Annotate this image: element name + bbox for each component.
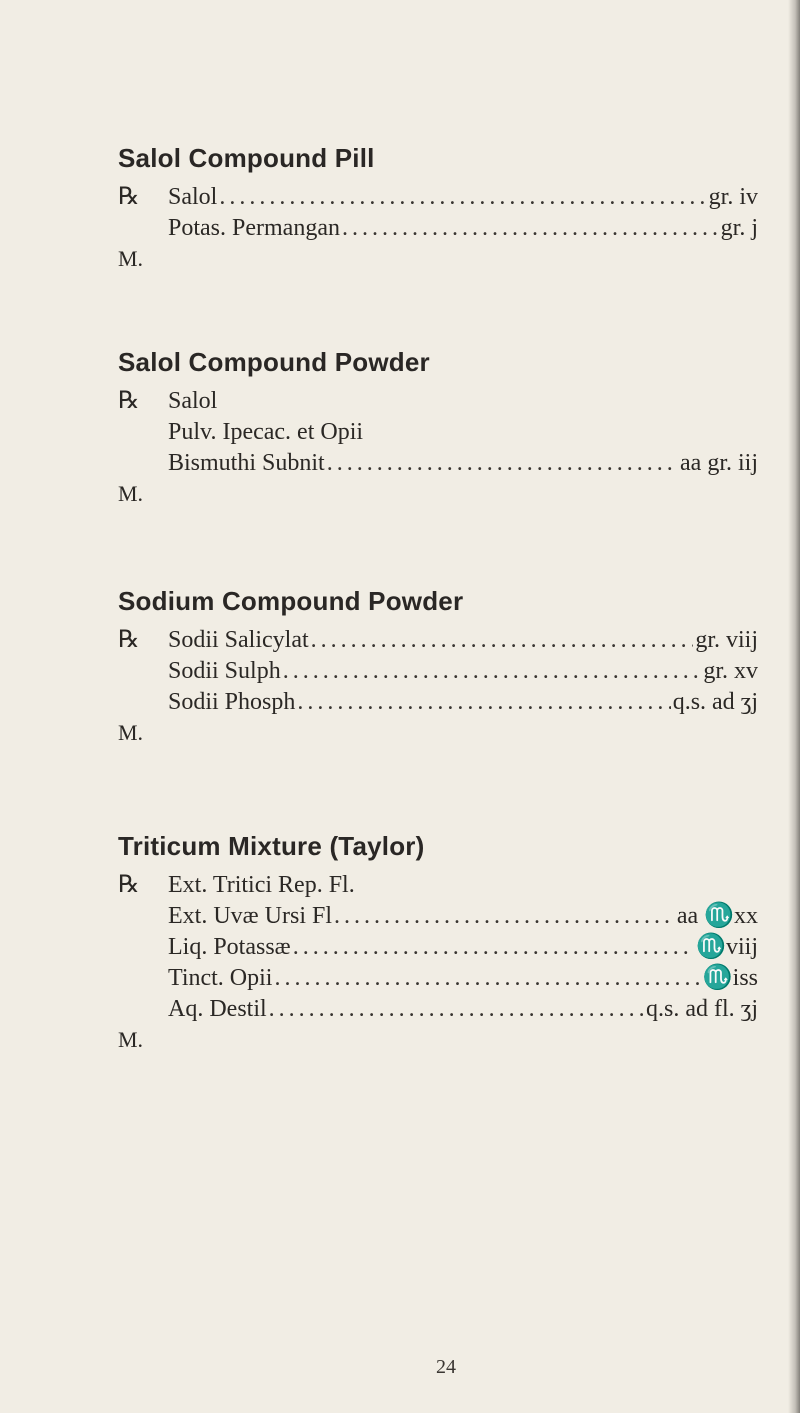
ingredient-name: Pulv. Ipecac. et Opii — [168, 419, 364, 445]
recipe-line — [118, 386, 758, 417]
recipe-line — [118, 625, 758, 656]
page-content — [118, 140, 758, 1055]
dot-leader — [297, 687, 670, 718]
recipe-line — [118, 213, 758, 244]
ingredient-name: Aq. Destil — [168, 996, 267, 1022]
recipe-title: Salol Compound Pill — [118, 143, 375, 173]
ingredient-name: Liq. Potassæ — [168, 934, 291, 960]
ingredient-dose: ♏viij — [696, 934, 758, 960]
recipe-line — [118, 932, 758, 963]
rx-symbol: ℞ — [118, 388, 140, 414]
ingredient-name: Tinct. Opii — [168, 965, 273, 991]
recipe-sodium-compound-powder — [118, 583, 758, 748]
page-edge-shadow — [788, 0, 800, 1413]
rx-symbol: ℞ — [118, 627, 140, 653]
dot-leader — [327, 448, 678, 479]
ingredient-name: Salol — [168, 388, 218, 414]
recipe-line — [118, 687, 758, 718]
recipe-salol-compound-pill — [118, 140, 758, 274]
dot-leader — [293, 932, 694, 963]
recipe-line — [118, 994, 758, 1025]
dot-leader — [283, 656, 702, 687]
recipe-line — [118, 182, 758, 213]
dot-leader — [334, 901, 675, 932]
recipe-title: Sodium Compound Powder — [118, 586, 464, 616]
ingredient-dose: q.s. ad ʒj — [672, 689, 758, 715]
ingredient-name: Salol — [168, 184, 218, 210]
ingredient-name: Sodii Salicylat — [168, 627, 309, 653]
ingredient-name: Potas. Permangan — [168, 215, 340, 241]
misce-mark: M. — [118, 1027, 144, 1052]
recipe-line — [118, 901, 758, 932]
recipe-line — [118, 870, 758, 901]
ingredient-dose: ♏iss — [702, 965, 758, 991]
dot-leader — [219, 182, 706, 213]
recipe-title: Salol Compound Powder — [118, 347, 430, 377]
ingredient-name: Ext. Uvæ Ursi Fl — [168, 903, 333, 929]
recipe-line — [118, 656, 758, 687]
ingredient-dose: gr. xv — [703, 658, 758, 684]
recipe-line — [118, 963, 758, 994]
ingredient-name: Ext. Tritici Rep. Fl. — [168, 872, 355, 898]
ingredient-dose: aa gr. iij — [680, 450, 758, 476]
misce-mark: M. — [118, 720, 144, 745]
ingredient-dose: gr. viij — [695, 627, 758, 653]
ingredient-name: Sodii Phosph — [168, 689, 296, 715]
ingredient-dose: gr. j — [720, 215, 758, 241]
rx-symbol: ℞ — [118, 872, 140, 898]
ingredient-dose: gr. iv — [708, 184, 758, 210]
recipe-line — [118, 448, 758, 479]
ingredient-dose: aa ♏xx — [676, 903, 758, 929]
dot-leader — [274, 963, 700, 994]
rx-symbol: ℞ — [118, 184, 140, 210]
recipe-salol-compound-powder — [118, 344, 758, 509]
ingredient-dose: q.s. ad fl. ʒj — [646, 996, 758, 1022]
misce-mark: M. — [118, 481, 144, 506]
ingredient-name: Sodii Sulph — [168, 658, 281, 684]
recipe-line — [118, 417, 758, 448]
recipe-triticum-mixture — [118, 828, 758, 1055]
recipe-title: Triticum Mixture (Taylor) — [118, 831, 425, 861]
dot-leader — [342, 213, 719, 244]
ingredient-name: Bismuthi Subnit — [168, 450, 325, 476]
dot-leader — [311, 625, 694, 656]
misce-mark: M. — [118, 246, 144, 271]
dot-leader — [269, 994, 644, 1025]
page-number: 24 — [436, 1356, 456, 1378]
